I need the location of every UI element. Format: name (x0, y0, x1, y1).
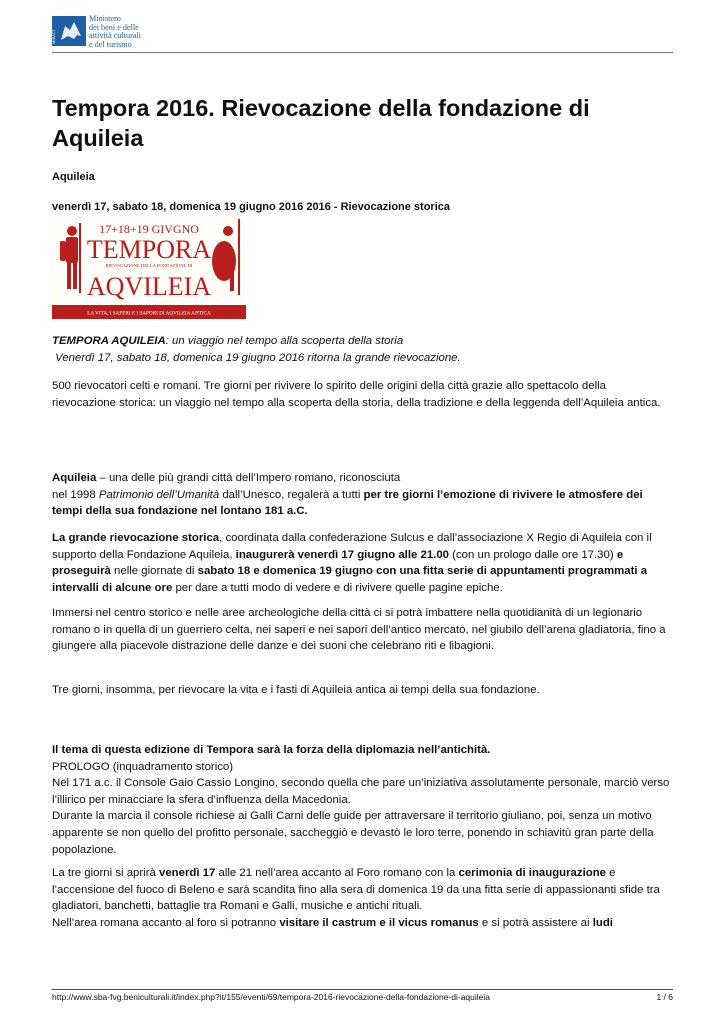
p7-i: ludi (592, 916, 613, 929)
p7-d: cerimonia di inaugurazione (458, 867, 606, 879)
poster-tagline: LA VITA, I SAPERI E I SAPORI DI AQVILEIA ANTICA (87, 310, 211, 317)
poster-subtitle: RIEVOCAZIONE DELLA FONDAZIONE DI (105, 263, 193, 268)
header-divider (52, 52, 673, 53)
p3-b: , coordinata dalla confederazione Sulcus e dall’associazione X Regio di Aquileia con il supporto della Fondazione Aquileia, (52, 532, 652, 561)
paragraph-7 (52, 865, 672, 931)
paragraph-2 (52, 470, 672, 520)
p2-f: per tre giorni l’emozione di rivivere le atmosfere dei tempi della sua fondazione nel lontano 181 a.C. (52, 488, 643, 518)
ministry-name (89, 15, 141, 49)
intro-paragraph (52, 333, 672, 366)
p7-c: alle 21 nell’area accanto al Foro romano con la (215, 867, 459, 879)
p2-a: Aquileia (52, 472, 97, 484)
p6-heading: Il tema di questa edizione di Tempora sarà la forza della diplomazia nell’antichità. (52, 744, 491, 756)
page-title: Tempora 2016. Rievocazione della fondazione di Aquileia (52, 95, 590, 151)
ministry-name-line: Ministero (89, 14, 121, 23)
intro-line2: Venerdì 17, sabato 18, domenica 19 giugno 2016 ritorna la grande rievocazione. (55, 351, 461, 364)
p3-e: e proseguirà (52, 548, 624, 578)
paragraph-5: Tre giorni, insomma, per rievocare la vita e i fasti di Aquileia antica ai tempi della sua fondazione. (52, 684, 540, 696)
p2-b: – una delle più grandi città dell’Impero romano, riconosciuta (96, 472, 401, 484)
p6-prologo: PROLOGO (inquadramento storico) (52, 760, 234, 773)
p3-h: per dare a tutti modo di vedere e di rivivere quelle pagine epiche. (172, 581, 503, 594)
p3-f: nelle giornate di (110, 565, 198, 578)
source-url-link[interactable]: http://www.sba-fvg.beniculturali.it/index.php?it/155/eventi/69/tempora-2016-rievocazione-della-fondazione-di-aquileia (52, 992, 491, 1002)
ministry-header (52, 14, 673, 52)
poster-dates: 17+18+19 GIVGNO (99, 222, 199, 236)
p3-c: inaugurerà venerdì 17 giugno alle 21.00 (235, 548, 449, 561)
paragraph-4: Immersi nel centro storico e nelle aree archeologiche della città ci si potrà imbattere nella quotidianità di un legionario romano o in quella di un guerriero celta, nei saperi e nei sapori dell’antico mercato, nel giubilo dell’arena gladiatoria, fino a giungere alla piacevole distrazione delle danze e dei suoni che celebrano riti e libagioni. (52, 607, 666, 653)
intro-rest: : un viaggio nel tempo alla scoperta della storia (165, 335, 404, 347)
mibact-logo (52, 16, 86, 46)
p6-line2: Durante la marcia il console richiese ai Galli Carni delle guide per attraversare il territorio giuliano, poi, senza un motivo apparente se non quello del profitto personale, saccheggiò e devastò le loro terre, ponendo in schiavitù gran parte della popolazione. (52, 810, 654, 856)
paragraph-1: 500 rievocatori celti e romani. Tre giorni per rivivere lo spirito delle origini della città grazie allo spettacolo della rievocazione storica: un viaggio nel tempo alla scoperta della storia, della tradizione e della leggenda dell’Aquileia antica. (52, 380, 661, 409)
paragraph-6 (52, 742, 672, 858)
p3-a: La grande rievocazione storica (52, 532, 220, 544)
poster-city: AQVILEIA (86, 272, 212, 301)
svg-text:MIBACT: MIBACT (51, 28, 56, 44)
poster-graphic (52, 215, 246, 319)
ministry-name-line: e del turismo (89, 39, 132, 49)
page-number: 1 / 6 (656, 992, 673, 1002)
p3-d: (con un prologo dalle ore 17.30) (449, 548, 614, 561)
event-location: Aquileia (52, 171, 95, 183)
p7-a: La tre giorni si aprirà (52, 867, 159, 879)
p2-d: Patrimonio dell’Umanità (98, 488, 220, 501)
p3-g: sabato 18 e domenica 19 giugno con una fitta serie di appuntamenti programmati a intervalli di alcune ore (52, 565, 648, 594)
p7-h: e si potrà assistere ai (478, 916, 593, 929)
p7-e: e l’accensione del fuoco di Beleno e sarà scandita fino alla sera di domenica 19 da una fitta serie di appassionanti sfide tra gladiatori, banchetti, battaglie tra Romani e Galli, musiche e antichi rituali. (52, 867, 660, 913)
footer-divider (52, 989, 673, 990)
p7-f: Nell’area romana accanto al foro si potranno (52, 916, 280, 929)
event-poster (52, 215, 246, 319)
mibact-emblem-icon (52, 16, 86, 46)
p7-b: venerdì 17 (159, 867, 216, 879)
paragraph-3 (52, 530, 672, 596)
poster-title: TEMPORA (86, 235, 212, 264)
p2-c: nel 1998 (52, 488, 99, 501)
p7-g: visitare il castrum e il vicus romanus (279, 916, 479, 929)
event-dates: venerdì 17, sabato 18, domenica 19 giugno 2016 2016 - Rievocazione storica (52, 201, 450, 213)
ministry-name-line: dei beni e delle (89, 22, 139, 32)
intro-bold: TEMPORA AQUILEIA (52, 335, 166, 347)
ministry-name-line: attività culturali (89, 31, 142, 41)
p6-line1: Nel 171 a.c. il Console Gaio Cassio Longino, secondo quella che pare un’iniziativa assolutamente personale, marciò verso l’illirico per minacciare la sfera d’influenza della Macedonia. (52, 777, 670, 806)
p2-e: dall’Unesco, regalerà a tutti (219, 488, 364, 501)
